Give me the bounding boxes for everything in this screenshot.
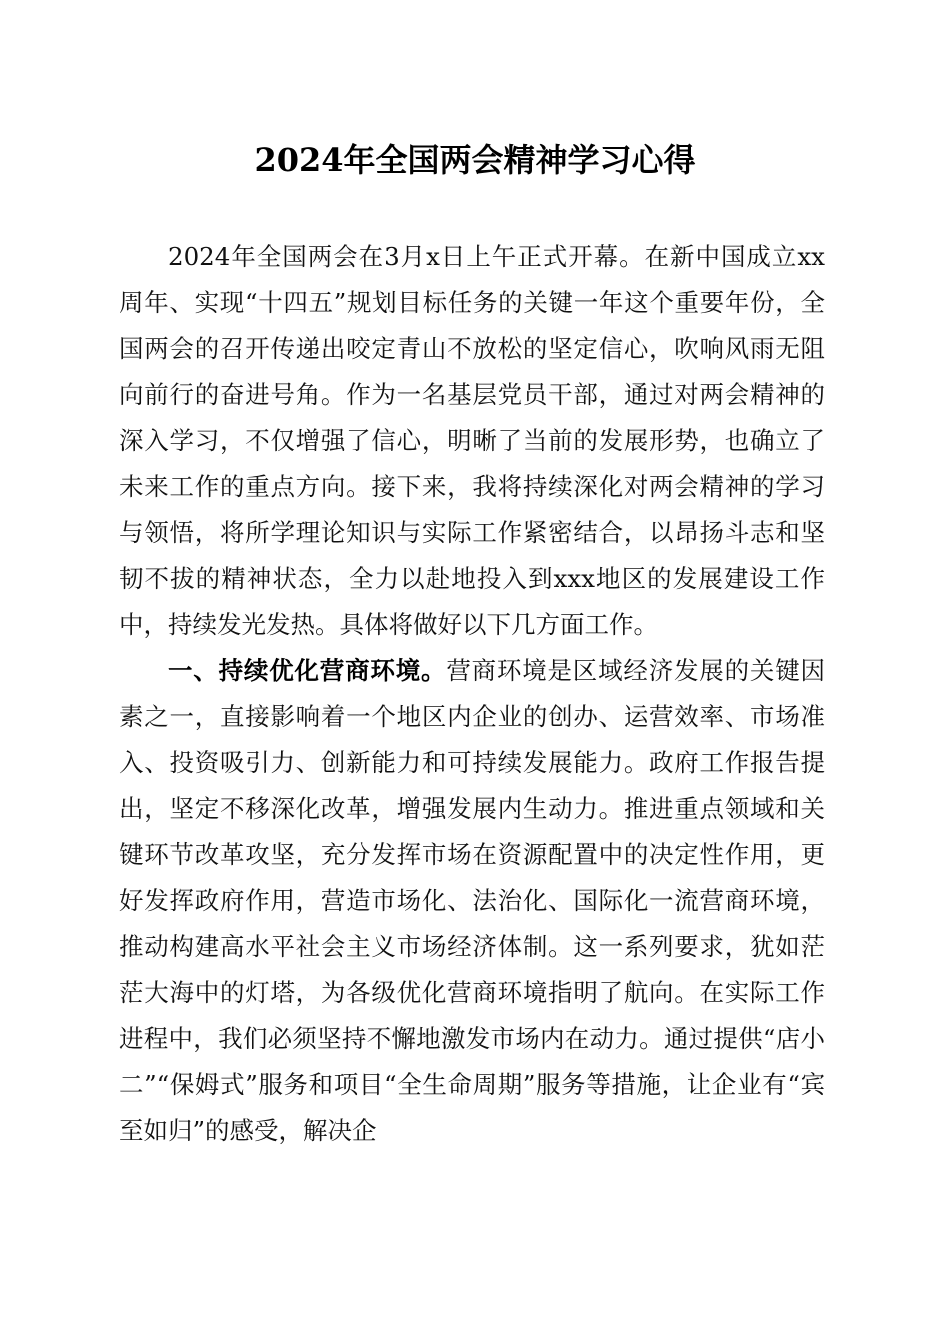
document-title: 2024年全国两会精神学习心得: [254, 141, 696, 179]
section-one-heading: 一、持续优化营商环境。: [168, 656, 447, 685]
section-one-paragraph: [119, 648, 825, 1154]
document-body: [119, 234, 825, 1154]
section-one-text: 营商环境是区域经济发展的关键因素之一，直接影响着一个地区内企业的创办、运营效率、市场准入、投资吸引力、创新能力和可持续发展能力。政府工作报告提出，坚定不移深化改革，增强发展内生动力。推进重点领域和关键环节改革攻坚，充分发挥市场在资源配置中的决定性作用，更好发挥政府作用，营造市场化、法治化、国际化一流营商环境，推动构建高水平社会主义市场经济体制。这一系列要求，犹如茫茫大海中的灯塔，为各级优化营商环境指明了航向。在实际工作进程中，我们必须坚持不懈地激发市场内在动力。通过提供“店小二”“保姆式”服务和项目“全生命周期”服务等措施，让企业有“宾至如归”的感受，解决企: [119, 656, 826, 1145]
intro-paragraph-text: 2024年全国两会在3月x日上午正式开幕。在新中国成立xx周年、实现“十四五”规划目标任务的关键一年这个重要年份，全国两会的召开传递出咬定青山不放松的坚定信心，吹响风雨无阻向前行的奋进号角。作为一名基层党员干部，通过对两会精神的深入学习，不仅增强了信心，明晰了当前的发展形势，也确立了未来工作的重点方向。接下来，我将持续深化对两会精神的学习与领悟，将所学理论知识与实际工作紧密结合，以昂扬斗志和坚韧不拔的精神状态，全力以赴地投入到xxx地区的发展建设工作中，持续发光发热。具体将做好以下几方面工作。: [119, 242, 825, 639]
intro-paragraph: [119, 234, 825, 648]
